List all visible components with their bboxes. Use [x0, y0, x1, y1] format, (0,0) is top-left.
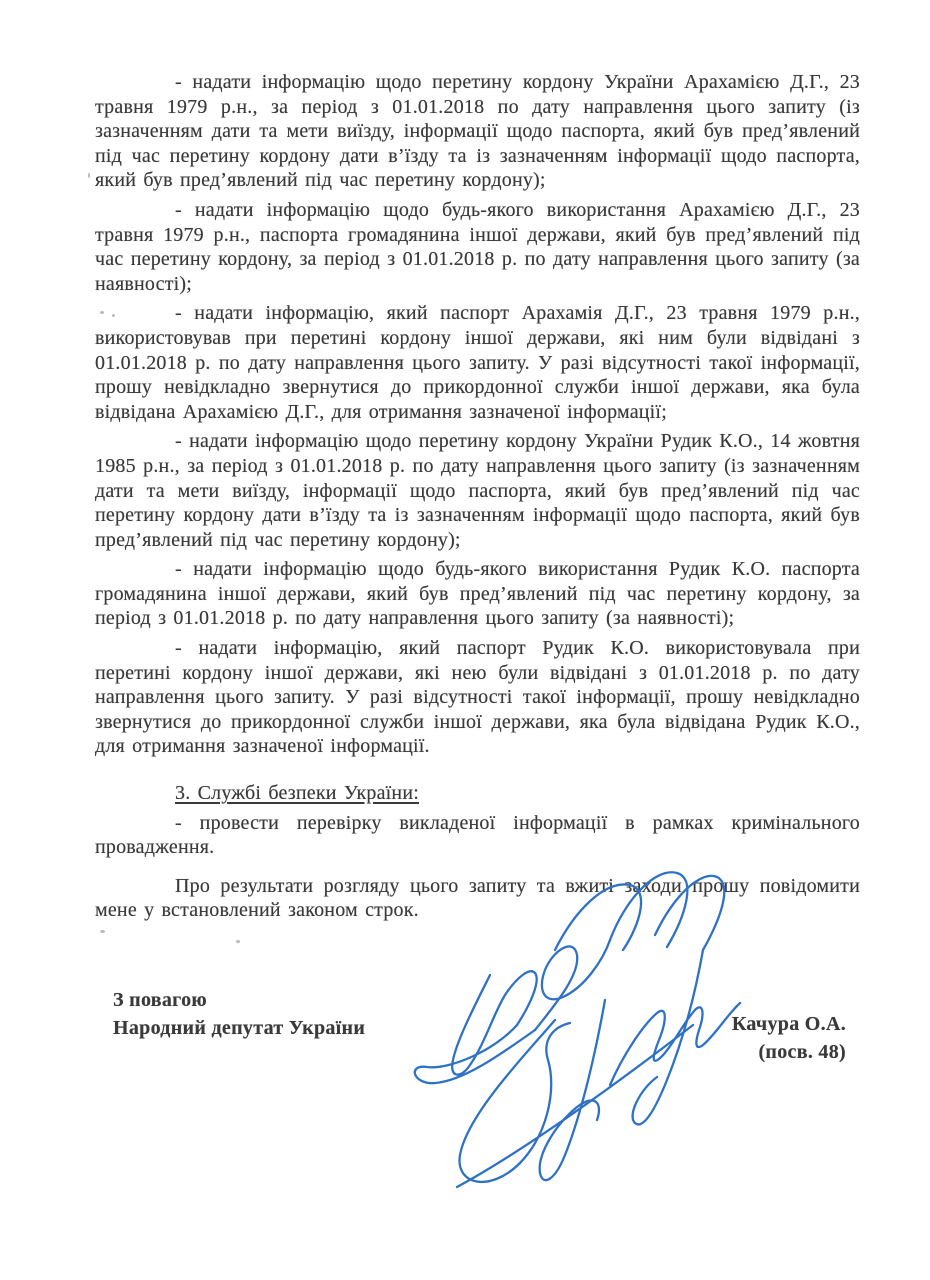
signoff-regards: З повагою [113, 989, 207, 1011]
signer-block [732, 1010, 846, 1066]
request-paragraph-2: - надати інформацію щодо будь-якого використання Арахамією Д.Г., 23 травня 1979 р.н., паспорта громадянина іншої держави, який був пред’явлений під час перетину кордону, за період з 01.01.2018 р. по дату направлення цього запиту (за наявності); [95, 198, 860, 295]
request-paragraph-3: - надати інформацію, який паспорт Арахамія Д.Г., 23 травня 1979 р.н., використовував при перетині кордону іншої держави, які ним були відвідані з 01.01.2018 р. по дату направлення цього запиту. У разі відсутності такої інформації, прошу невідкладно звернутися до прикордонної служби іншої держави, яка була відвідана Арахамією Д.Г., для отримання зазначеної інформації; [95, 302, 860, 423]
signer-credential: (посв. 48) [758, 1041, 846, 1063]
scan-artifact [236, 940, 240, 943]
signoff-block [113, 986, 365, 1042]
section-3-heading-text: 3. Службі безпеки України: [175, 782, 419, 805]
request-paragraph-5: - надати інформацію щодо будь-якого використання Рудик К.О. паспорта громадянина іншої держави, який був пред’явлений під час перетину кордону, за період з 01.01.2018 р. по дату направлення цього запиту (за наявності); [95, 558, 860, 630]
request-paragraph-1: - надати інформацію щодо перетину кордону України Арахамією Д.Г., 23 травня 1979 р.н., за період з 01.01.2018 по дату направлення цього запиту (із зазначенням дати та мети виїзду, інформації щодо паспорта, який був пред’явлений під час перетину кордону дати в’їзду та із зазначенням інформації щодо паспорта, який був пред’явлений під час перетину кордону); [95, 71, 860, 192]
scan-artifact [100, 930, 105, 933]
scan-artifact [112, 314, 115, 317]
signoff-title: Народний депутат України [113, 1017, 366, 1039]
scan-artifact [88, 173, 90, 178]
scan-artifact [100, 311, 104, 314]
signer-name: Качура О.А. [731, 1013, 846, 1035]
document-body [95, 70, 860, 928]
closing-paragraph: Про результати розгляду цього запиту та вжиті заходи прошу повідомити мене у встановлений законом строк. [95, 874, 860, 922]
section-3-heading [95, 781, 860, 806]
section-3-item: - провести перевірку викладеної інформації в рамках кримінального провадження. [95, 811, 860, 859]
request-paragraph-6: - надати інформацію, який паспорт Рудик К.О. використовувала при перетині кордону іншої держави, які нею були відвідані з 01.01.2018 р. по дату направлення цього запиту. У разі відсутності такої інформації, прошу невідкладно звернутися до прикордонної служби іншої держави, яка була відвідана Рудик К.О., для отримання зазначеної інформації. [95, 637, 860, 758]
request-paragraph-4: - надати інформацію щодо перетину кордону України Рудик К.О., 14 жовтня 1985 р.н., за період з 01.01.2018 р. по дату направлення цього запиту (із зазначенням дати та мети виїзду, інформації щодо паспорта, який був пред’явлений під час перетину кордону дати в’їзду та із зазначенням інформації щодо паспорта, який був пред’явлений під час перетину кордону); [95, 430, 860, 551]
